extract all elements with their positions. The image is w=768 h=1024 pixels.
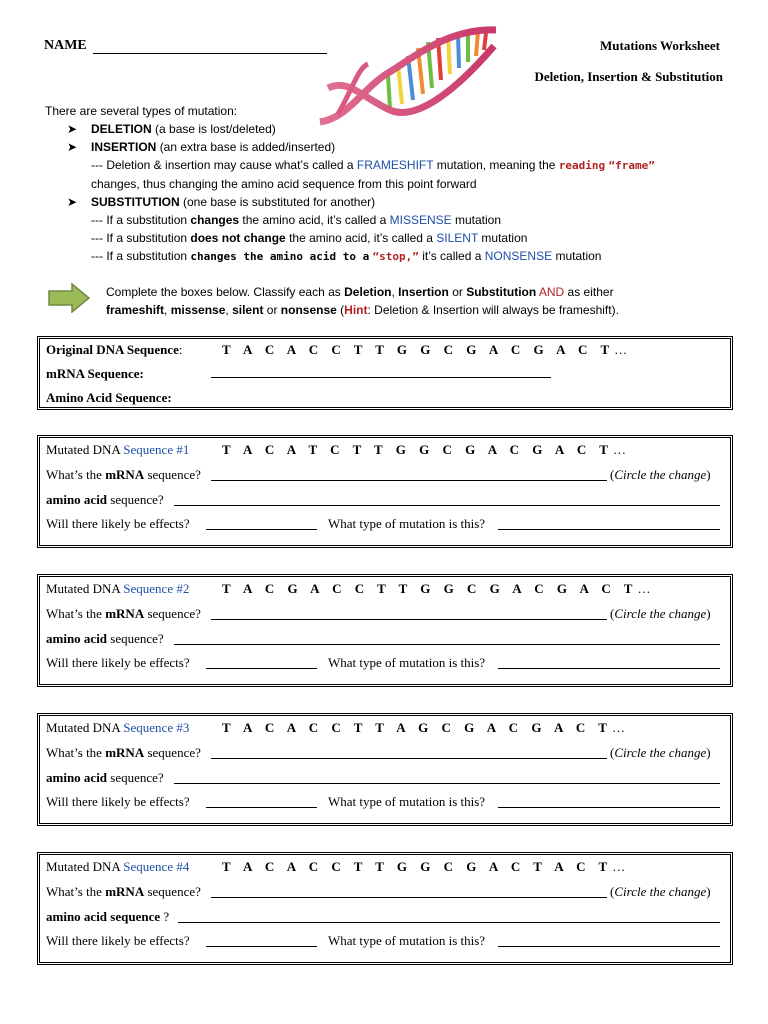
effects-row (46, 516, 190, 532)
mrna-question-row (46, 606, 201, 622)
instr-and: AND (538, 285, 565, 299)
mutated-dna-sequence: T A C A T C T T G G C G A C G A C T (222, 442, 613, 457)
type-answer-line[interactable] (498, 934, 720, 947)
mutated-dna-row (46, 859, 189, 875)
nonsense-note (91, 247, 655, 266)
nonsense-post: mutation (555, 249, 602, 263)
instr-pre: Complete the boxes below. Classify each as (106, 285, 341, 299)
sequence-number: Sequence #1 (123, 442, 190, 457)
effects-question: Will there likely be effects? (46, 933, 190, 948)
deletion-term: DELETION (91, 122, 152, 136)
effects-row (46, 655, 190, 671)
circle-change-text: Circle the change (614, 745, 707, 760)
nonsense-mid: it’s called a (422, 249, 482, 263)
mrna-question-bold: mRNA (105, 884, 145, 899)
mrna-answer-line[interactable] (211, 365, 551, 378)
missense-term: MISSENSE (389, 213, 452, 227)
mrna-question-pre: What’s the (46, 884, 102, 899)
type-row (328, 794, 485, 810)
aa-question-post: ? (163, 909, 170, 924)
frameshift-term: FRAMESHIFT (356, 158, 434, 172)
mutated-dna-label: Mutated DNA (46, 859, 121, 874)
mrna-answer-line[interactable] (211, 746, 607, 759)
aa-question-row (46, 631, 164, 647)
name-label: NAME (44, 38, 87, 53)
mrna-question-pre: What’s the (46, 606, 102, 621)
insertion-desc: (an extra base is added/inserted) (159, 140, 336, 154)
mutated-sequence-box (37, 852, 733, 965)
aa-question-bold: amino acid (46, 770, 108, 785)
arrow-bullet-icon: ➤ (67, 122, 78, 136)
mrna-question-bold: mRNA (105, 606, 145, 621)
worksheet-subtitle (534, 69, 723, 85)
frameshift-note (91, 156, 655, 175)
instr-hint-text: : Deletion & Insertion will always be frameshift). (367, 303, 619, 317)
name-field[interactable] (93, 39, 327, 54)
instr-hint: Hint (344, 303, 368, 317)
mrna-label: mRNA Sequence: (46, 366, 144, 381)
aa-question-bold: amino acid sequence (46, 909, 161, 924)
aa-question-post: sequence? (110, 770, 164, 785)
instr-or: or (266, 303, 278, 317)
paren: ) (706, 606, 711, 621)
mrna-question-row (46, 467, 201, 483)
insertion-term: INSERTION (91, 140, 157, 154)
mrna-question-bold: mRNA (105, 467, 145, 482)
silent-note (91, 229, 655, 247)
mrna-question-post: sequence? (147, 467, 201, 482)
circle-change-text: Circle the change (614, 884, 707, 899)
sequence-number: Sequence #3 (123, 720, 190, 735)
silent-term: SILENT (436, 231, 479, 245)
mrna-question-pre: What’s the (46, 745, 102, 760)
type-answer-line[interactable] (498, 795, 720, 808)
missense-mid: the amino acid, it’s called a (242, 213, 387, 227)
frameshift-note-2: changes, thus changing the amino acid sequence from this point forward (91, 177, 477, 191)
silent-bold: does not change (190, 231, 286, 245)
silent-mid: the amino acid, it’s called a (289, 231, 433, 245)
original-dna-row (46, 342, 183, 358)
right-arrow-icon (48, 283, 90, 313)
arrow-bullet-icon: ➤ (67, 140, 78, 154)
instr-missense: missense (170, 303, 226, 317)
aa-question-row (46, 909, 169, 925)
missense-bold: changes (190, 213, 240, 227)
circle-change-text: Circle the change (614, 467, 707, 482)
instr-substitution: Substitution (466, 285, 537, 299)
mrna-answer-line[interactable] (211, 885, 607, 898)
paren: ) (706, 884, 711, 899)
name-label-row (44, 38, 327, 54)
instructions-line-2 (106, 301, 619, 319)
aa-question-bold: amino acid (46, 631, 108, 646)
mutated-dna-sequence: T A C A C C T T A G C G A C G A C T (222, 720, 612, 735)
mutated-dna-label: Mutated DNA (46, 581, 121, 596)
aa-answer-line[interactable] (174, 493, 720, 506)
mutated-dna-sequence: T A C A C C T T G G C G A C T A C T (222, 859, 613, 874)
type-question: What type of mutation is this? (328, 516, 486, 531)
type-question: What type of mutation is this? (328, 794, 486, 809)
aa-question-post: sequence? (110, 631, 164, 646)
mutated-dna-label: Mutated DNA (46, 720, 121, 735)
mutated-sequence-box (37, 435, 733, 548)
sequence-number: Sequence #4 (123, 859, 190, 874)
original-dna-sequence: T A C A C C T T G G C G A C G A C T (222, 342, 615, 357)
ellipsis: … (612, 859, 626, 874)
sequence-number: Sequence #2 (123, 581, 190, 596)
mrna-answer-line[interactable] (211, 468, 607, 481)
aa-question-bold: amino acid (46, 492, 108, 507)
type-question: What type of mutation is this? (328, 655, 486, 670)
aa-question-row (46, 770, 164, 786)
intro-section (45, 102, 655, 266)
mrna-question-post: sequence? (147, 884, 201, 899)
missense-post: mutation (454, 213, 502, 227)
circle-change-text: Circle the change (614, 606, 707, 621)
paren: ) (706, 745, 711, 760)
instr-frameshift: frameshift (106, 303, 165, 317)
effects-question: Will there likely be effects? (46, 794, 190, 809)
instr-comma: , (391, 285, 395, 299)
nonsense-term: NONSENSE (484, 249, 553, 263)
aa-answer-line[interactable] (174, 771, 720, 784)
mutated-dna-row (46, 720, 189, 736)
aa-answer-line[interactable] (178, 910, 720, 923)
nonsense-pre: --- If a substitution (91, 249, 188, 263)
aa-question-post: sequence? (110, 492, 164, 507)
mutated-dna-sequence: T A C G A C C T T G G C G A C G A C T (222, 581, 638, 596)
original-mrna-row (46, 366, 144, 382)
paren: ( (610, 606, 615, 621)
mrna-question-row (46, 884, 201, 900)
mrna-question-pre: What’s the (46, 467, 102, 482)
original-dna-sequence-row (222, 342, 627, 358)
paren: ) (706, 467, 711, 482)
substitution-desc: (one base is substituted for another) (183, 195, 376, 209)
mutated-sequence-box (37, 713, 733, 826)
circle-change-note (610, 606, 711, 622)
mrna-question-post: sequence? (147, 606, 201, 621)
instr-comma: , (225, 303, 229, 317)
aa-question-row (46, 492, 164, 508)
original-aa-row (46, 390, 172, 406)
effects-row (46, 794, 190, 810)
instr-comma: , (164, 303, 168, 317)
frameshift-pre: --- Deletion & insertion may cause what’s called a (91, 158, 354, 172)
paren: ( (610, 467, 615, 482)
instr-or: or (452, 285, 463, 299)
mutated-sequence-box (37, 574, 733, 687)
mrna-question-post: sequence? (147, 745, 201, 760)
original-dna-label: Original DNA Sequence (46, 342, 179, 357)
circle-change-note (610, 467, 711, 483)
instr-insertion: Insertion (398, 285, 449, 299)
mutated-dna-sequence-row (222, 859, 625, 875)
effects-row (46, 933, 190, 949)
aa-label: Amino Acid Sequence: (46, 390, 172, 405)
intro-lead: There are several types of mutation: (45, 104, 238, 118)
mutated-dna-row (46, 581, 189, 597)
instr-paren: ( (340, 303, 345, 317)
effects-question: Will there likely be effects? (46, 516, 190, 531)
circle-change-note (610, 884, 711, 900)
missense-note (91, 211, 655, 229)
silent-pre: --- If a substitution (91, 231, 188, 245)
mutated-dna-row (46, 442, 189, 458)
type-answer-line[interactable] (498, 656, 720, 669)
mutated-dna-label: Mutated DNA (46, 442, 121, 457)
substitution-term: SUBSTITUTION (91, 195, 180, 209)
insertion-item (67, 138, 655, 156)
aa-answer-line[interactable] (174, 632, 720, 645)
silent-post: mutation (481, 231, 528, 245)
subtitle-part-a: Deletion (534, 69, 581, 84)
instr-nonsense: nonsense (280, 303, 337, 317)
original-dna-colon: : (178, 342, 183, 357)
mrna-answer-line[interactable] (211, 607, 607, 620)
ellipsis: … (611, 720, 625, 735)
missense-pre: --- If a substitution (91, 213, 188, 227)
deletion-item (67, 120, 655, 138)
paren: ( (610, 745, 615, 760)
circle-change-note (610, 745, 711, 761)
deletion-desc: (a base is lost/deleted) (155, 122, 276, 136)
arrow-bullet-icon: ➤ (67, 195, 78, 209)
mutated-dna-sequence-row (222, 581, 650, 597)
ellipsis: … (614, 342, 628, 357)
mutated-dna-sequence-row (222, 720, 625, 736)
subtitle-part-b: , Insertion & Substitution (580, 69, 723, 84)
type-question: What type of mutation is this? (328, 933, 486, 948)
nonsense-stop: “stop,” (372, 250, 419, 263)
substitution-item (67, 193, 655, 211)
type-row (328, 933, 485, 949)
instr-deletion: Deletion (344, 285, 392, 299)
frameshift-mid: mutation, meaning the (436, 158, 556, 172)
type-row (328, 516, 485, 532)
instr-silent: silent (232, 303, 264, 317)
instructions-line-1 (106, 283, 619, 301)
type-answer-line[interactable] (498, 517, 720, 530)
effects-answer-line[interactable] (206, 795, 317, 808)
ellipsis: … (637, 581, 651, 596)
reading-word: reading (558, 159, 606, 172)
nonsense-bold: changes the amino acid to a (190, 250, 370, 263)
type-row (328, 655, 485, 671)
effects-answer-line[interactable] (206, 517, 317, 530)
ellipsis: … (612, 442, 626, 457)
original-sequence-box (37, 336, 733, 410)
frame-word: “frame” (608, 159, 655, 172)
mrna-question-row (46, 745, 201, 761)
mrna-question-bold: mRNA (105, 745, 145, 760)
effects-answer-line[interactable] (206, 934, 317, 947)
instr-as-either: as either (567, 285, 614, 299)
instructions (106, 283, 619, 319)
effects-question: Will there likely be effects? (46, 655, 190, 670)
effects-answer-line[interactable] (206, 656, 317, 669)
worksheet-title: Mutations Worksheet (599, 38, 720, 53)
mutated-dna-sequence-row (222, 442, 626, 458)
paren: ( (610, 884, 615, 899)
